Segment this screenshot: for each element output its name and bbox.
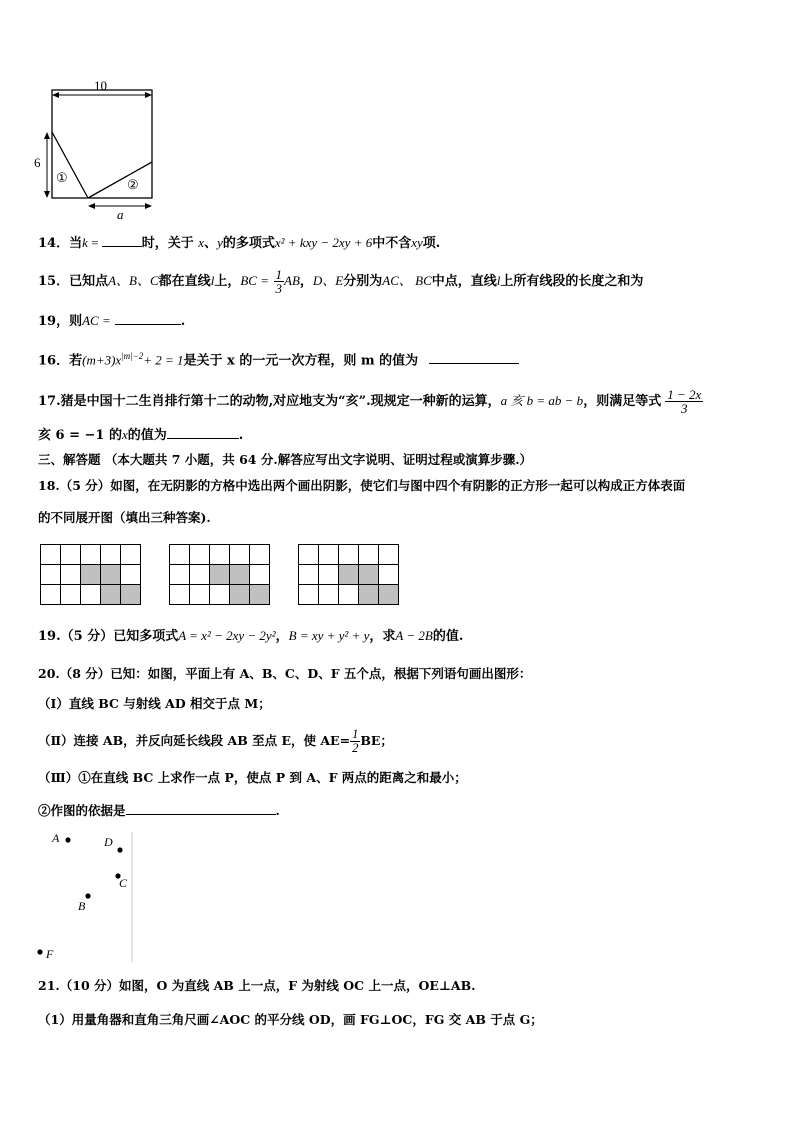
question-19 [38,626,463,647]
q15-ac-eq: AC = [82,313,111,328]
question-20-step-1: （Ⅰ）直线 BC 与射线 AD 相交于点 M； [38,696,271,711]
grid-cell[interactable] [81,585,101,605]
q16-text-2: 是关于 x 的一元一次方程，则 m 的值为 [183,353,419,369]
q15-abc: A、B、C [108,273,159,288]
grid-cell-shaded [101,565,121,585]
q15-de: D、E [312,273,344,288]
q15-answer-blank[interactable] [115,310,181,325]
grid-cell-shaded [339,565,359,585]
q19-text-2: ，求 [369,629,396,644]
q17-operation: a 亥 b = ab − b [500,393,584,408]
q14-polynomial: x² + kxy − 2xy + 6 [274,235,373,250]
grid-cell[interactable] [299,585,319,605]
q17-number: 17. [38,394,61,409]
grid-cell[interactable] [61,565,81,585]
q20-step4-text: ②作图的依据是 [38,803,126,818]
grid-cell[interactable] [339,585,359,605]
q17-x: x [121,427,128,442]
grid-cell[interactable] [379,565,399,585]
grid-cell-shaded [250,585,270,605]
q20-step2-text: （Ⅱ）连接 AB，并反向延长线段 AB 至点 E，使 AE= [38,733,351,748]
q14-k: k [82,235,88,250]
grid-cell-shaded [359,565,379,585]
q16-answer-blank[interactable] [429,349,519,364]
bottom-label: a [117,207,124,222]
net-grid-2 [169,544,270,605]
q14-text-2: 时，关于 [141,236,194,251]
q17-frac-numerator: 1 − 2x [667,387,702,402]
grid-cell[interactable] [170,545,190,565]
q16-expr-2: + 2 = 1 [143,352,184,368]
point-f-dot [37,949,42,954]
grid-cell[interactable] [121,565,141,585]
q20-frac-numerator: 1 [352,727,359,741]
grid-cell[interactable] [319,585,339,605]
q14-answer-blank[interactable] [102,232,142,247]
grid-cell[interactable] [210,585,230,605]
grid-cell[interactable] [41,585,61,605]
q20-step2-text-2: BE； [360,733,393,748]
q20-step4-end: . [275,803,280,818]
grid-cell[interactable] [81,545,101,565]
q19-number: 19.（5 分）已知多项式 [38,629,179,644]
question-20-step-3: （Ⅲ）①在直线 BC 上求作一点 P，使点 P 到 A、F 两点的距离之和最小； [38,770,467,785]
points-figure [30,828,140,964]
rectangle-figure [30,72,170,222]
q17-text-2: ，则满足等式 [583,394,662,409]
grid-cell[interactable] [319,545,339,565]
q16-text-1: 若 [69,353,83,369]
grid-cell-shaded [210,565,230,585]
grid-cell[interactable] [299,565,319,585]
q14-text-3: 的多项式 [222,236,275,251]
height-label: 6 [34,155,41,170]
grid-cell[interactable] [190,585,210,605]
q19-text-1: ， [275,629,289,644]
q20-answer-blank[interactable] [126,800,276,815]
q14-y: y [217,235,223,250]
q15-l-2: l [496,273,501,288]
q15-ab: AB [284,273,300,288]
question-18-line-2: 的不同展开图（填出三种答案). [38,510,211,525]
question-20-step-4 [38,800,280,821]
question-17-line-2 [38,424,243,446]
grid-cell-shaded [379,585,399,605]
question-14 [38,232,440,254]
grid-cell[interactable] [170,565,190,585]
grid-cell[interactable] [190,565,210,585]
question-15-line-2 [38,310,185,332]
question-20-intro: 20.（8 分）已知：如图，平面上有 A、B、C、D、F 五个点，根据下列语句画出图形： [38,666,532,681]
grid-cell[interactable] [101,545,121,565]
grid-cell[interactable] [121,545,141,565]
q20-frac-denominator: 2 [352,741,359,755]
q15-text-6: 中点，直线 [431,274,497,289]
question-21-line-1: 21.（10 分）如图，O 为直线 AB 上一点，F 为射线 OC 上一点，OE⊥AB. [38,978,476,993]
q16-exponent: |m|−2 [121,351,144,361]
q14-text-5: 项. [422,236,441,251]
q14-sep: 、 [204,236,218,251]
q15-text-5: 分别为 [343,274,383,289]
q17-frac-denominator: 3 [680,401,688,416]
grid-cell[interactable] [299,545,319,565]
q17-line2-text-2: 的值为 [127,428,167,443]
q19-text-3: 的值. [432,629,464,644]
q17-line2-text: 亥 6 = −1 的 [38,428,122,443]
q15-fraction [274,268,285,295]
q14-x: x [198,235,205,250]
q15-text-2: 都在直线 [158,274,211,289]
question-18-line-1: 18.（5 分）如图，在无阴影的方格中选出两个画出阴影，使它们与图中四个有阴影的正方形一起可以构成正方体表面 [38,478,686,493]
q19-a-equation: A = x² − 2xy − 2y² [178,628,276,643]
grid-cell-shaded [359,585,379,605]
question-16 [38,346,519,371]
q14-xy: xy [411,235,423,250]
point-f-label: F [46,947,54,961]
net-grid-1 [40,544,141,605]
point-d-label: D [104,835,113,849]
point-b-label: B [78,899,86,913]
question-21-line-2: （1）用量角器和直角三角尺画∠AOC 的平分线 OD，画 FG⊥OC，FG 交 AB 于点 G； [38,1012,543,1027]
width-label: 10 [94,78,107,93]
grid-cell[interactable] [250,545,270,565]
q15-line2-text: 19，则 [38,314,83,329]
region-1-label: ① [56,170,68,185]
q16-number: 16． [38,353,70,369]
q15-number: 15． [38,274,70,289]
q14-text-4: 中不含 [372,236,412,251]
q19-b-equation: B = xy + y² + y [288,628,370,643]
grid-cell[interactable] [250,565,270,585]
q15-l: l [210,273,215,288]
q15-ac-bc: AC、 BC [382,273,432,288]
grid-cell[interactable] [41,565,61,585]
grid-cell[interactable] [339,545,359,565]
point-a-dot [65,837,70,842]
q15-text-7: 上所有线段的长度之和为 [500,274,644,289]
point-c-label: C [119,876,128,890]
q15-text-3: 上， [214,274,241,289]
grid-cell[interactable] [210,545,230,565]
point-d-dot [117,847,122,852]
question-17-line-1 [38,388,703,415]
point-a-label: A [52,831,60,845]
q14-number: 14． [38,236,70,251]
q19-target: A − 2B [395,628,433,643]
grid-cell-shaded [230,585,250,605]
q20-fraction [350,728,360,755]
q17-line2-end: . [238,428,244,443]
q14-eq: = [87,235,102,250]
section-3-heading: 三、解答题 （本大题共 7 小题，共 64 分.解答应写出文字说明、证明过程或演算步骤.） [38,452,533,467]
grid-cell[interactable] [319,565,339,585]
q15-bc-eq: BC = [240,273,269,288]
question-15-line-1 [38,268,643,295]
grid-cell[interactable] [170,585,190,605]
q15-text-1: 已知点 [69,274,109,289]
grid-cell[interactable] [379,545,399,565]
point-b-dot [85,893,90,898]
q15-line2-end: . [180,314,186,329]
q15-frac-denominator: 3 [275,281,282,296]
region-2-label: ② [127,177,139,192]
grid-cell-shaded [81,565,101,585]
q14-text-1: 当 [69,236,83,251]
grid-cell-shaded [101,585,121,605]
grid-cell[interactable] [230,545,250,565]
question-20-step-2 [38,728,393,755]
q17-fraction [665,388,703,415]
grid-cell[interactable] [61,545,81,565]
grid-cell[interactable] [61,585,81,605]
q15-frac-numerator: 1 [275,267,282,282]
grid-cell-shaded [121,585,141,605]
q15-text-4: ， [299,274,313,289]
grid-cell[interactable] [359,545,379,565]
grid-cell-shaded [230,565,250,585]
q17-text-1: 猪是中国十二生肖排行第十二的动物,对应地支为“亥”.现规定一种新的运算， [60,394,501,409]
net-grid-3 [298,544,399,605]
q16-expr: (m+3)x [82,352,122,368]
grid-cell[interactable] [41,545,61,565]
q17-answer-blank[interactable] [167,424,239,439]
grid-cell[interactable] [190,545,210,565]
